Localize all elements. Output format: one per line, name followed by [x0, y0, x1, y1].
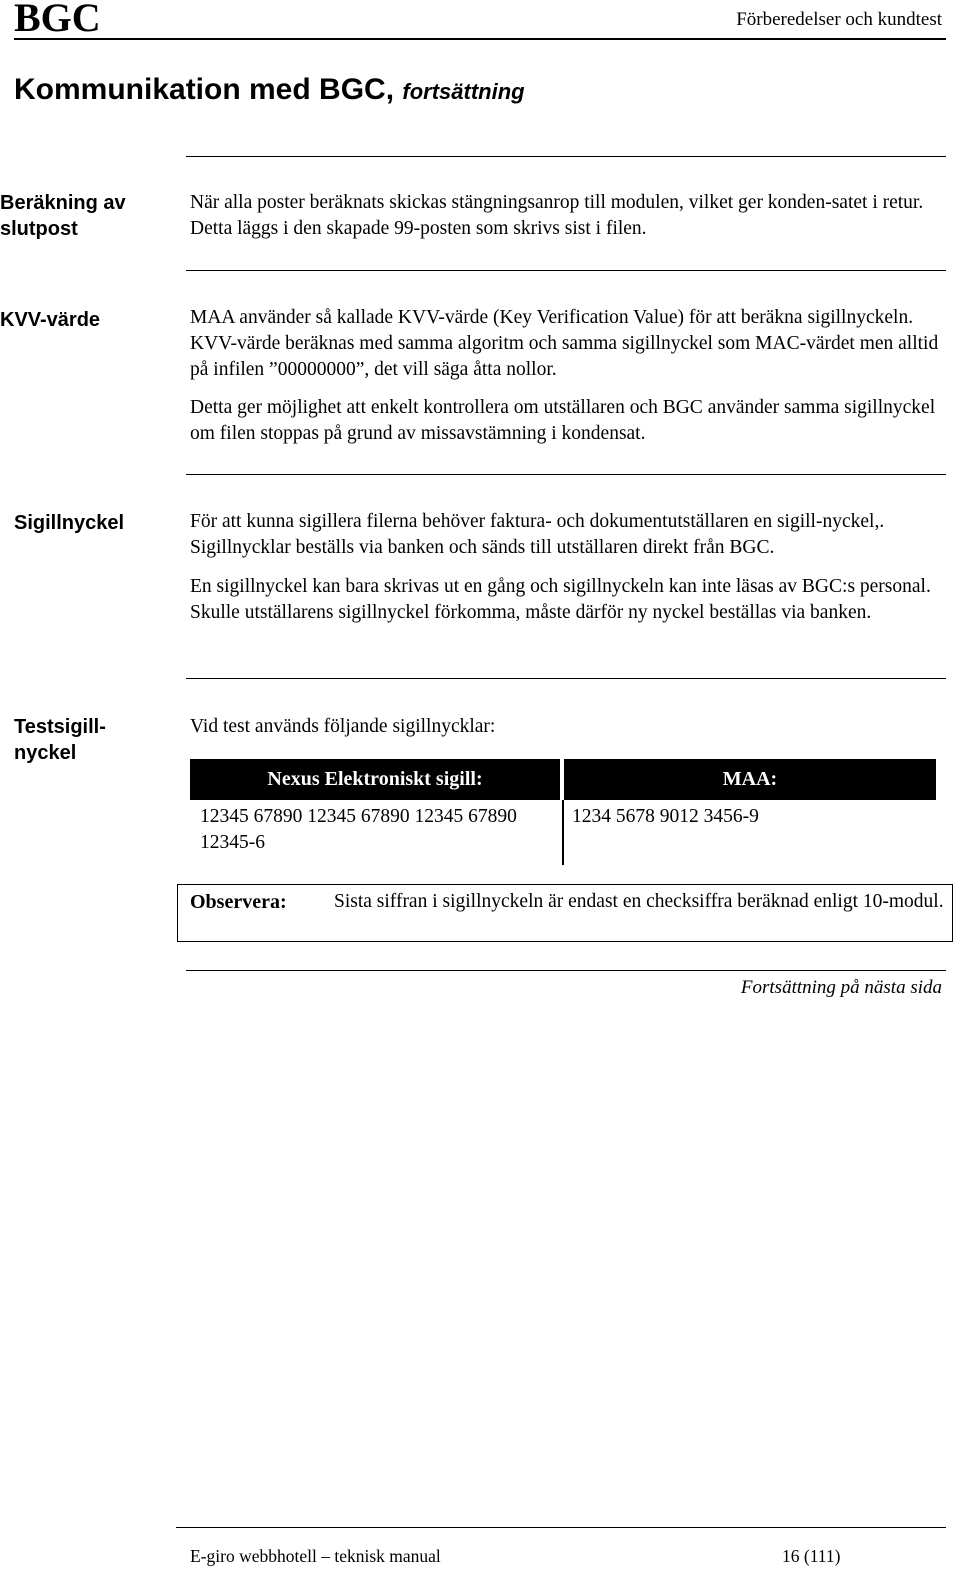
footer-page-number: 16 (111) — [782, 1546, 841, 1566]
table-cell-maa-key: 1234 5678 9012 3456-9 — [572, 806, 759, 827]
paragraph-sigill-2: En sigillnyckel kan bara skrivas ut en gång och sigillnyckeln kan inte läsas av BGC:s personal. Skulle utställarens sigillnyckel förkomma, måste därför ny nyckel beställas via banken. — [190, 576, 931, 623]
section-divider — [186, 156, 946, 157]
bgc-logo: BGC — [14, 0, 101, 40]
header-divider — [14, 38, 946, 40]
paragraph-test-intro: Vid test används följande sigillnycklar: — [190, 716, 496, 737]
footer-divider — [176, 1527, 946, 1528]
page-title-continuation: fortsättning — [402, 79, 525, 104]
table-header-maa: MAA: — [564, 759, 936, 800]
section-label-testsigillnyckel — [14, 714, 174, 766]
section-divider — [186, 474, 946, 475]
table-cell-nexus-key: 12345 67890 12345 67890 12345 67890 12345-6 — [200, 806, 517, 853]
paragraph-sigill-1: För att kunna sigillera filerna behöver faktura- och dokumentutställaren en sigill-nyckel,. Sigillnycklar beställs via banken och sänds till utställaren direkt från BGC. — [190, 511, 885, 558]
footer-doc-title: E-giro webbhotell – teknisk manual — [190, 1546, 441, 1566]
section-divider — [186, 970, 946, 971]
note-box — [177, 884, 953, 942]
section-divider — [186, 270, 946, 271]
paragraph-kvv-1: MAA använder så kallade KVV-värde (Key Verification Value) för att beräkna sigillnyckeln. KVV-värde beräknas med samma algoritm och samma sigillnyckel som MAC-värdet men alltid på infilen ”00000000”, det vill säga åtta nollor. — [190, 307, 939, 380]
note-text: Sista siffran i sigillnyckeln är endast en checksiffra beräknad enligt 10-modul. — [334, 891, 944, 912]
section-label-berakning — [0, 190, 160, 242]
paragraph-kvv-2: Detta ger möjlighet att enkelt kontrollera om utställaren och BGC använder samma sigillnyckel om filen stoppas på grund av missavstämning i kondensat. — [190, 397, 936, 444]
paragraph-berakning: När alla poster beräknats skickas stängningsanrop till modulen, vilket ger konden-satet i retur. Detta läggs i den skapade 99-posten som skrivs sist i filen. — [190, 192, 924, 239]
table-header-nexus: Nexus Elektroniskt sigill: — [190, 759, 560, 800]
page-title-main: Kommunikation med BGC, — [14, 73, 395, 106]
label-line: Beräkning av — [0, 192, 126, 214]
test-keys-table — [190, 759, 936, 865]
label-line: nyckel — [14, 742, 77, 764]
continued-notice: Fortsättning på nästa sida — [740, 977, 942, 998]
section-divider — [186, 678, 946, 679]
label-line: slutpost — [0, 218, 78, 240]
table-column-divider — [562, 800, 564, 865]
note-label: Observera: — [190, 891, 287, 913]
header-section-title: Förberedelser och kundtest — [736, 9, 942, 30]
section-label-kvv: KVV-värde — [0, 309, 101, 331]
section-label-sigillnyckel: Sigillnyckel — [14, 512, 125, 534]
page-title — [14, 72, 525, 110]
label-line: Testsigill- — [14, 716, 106, 738]
